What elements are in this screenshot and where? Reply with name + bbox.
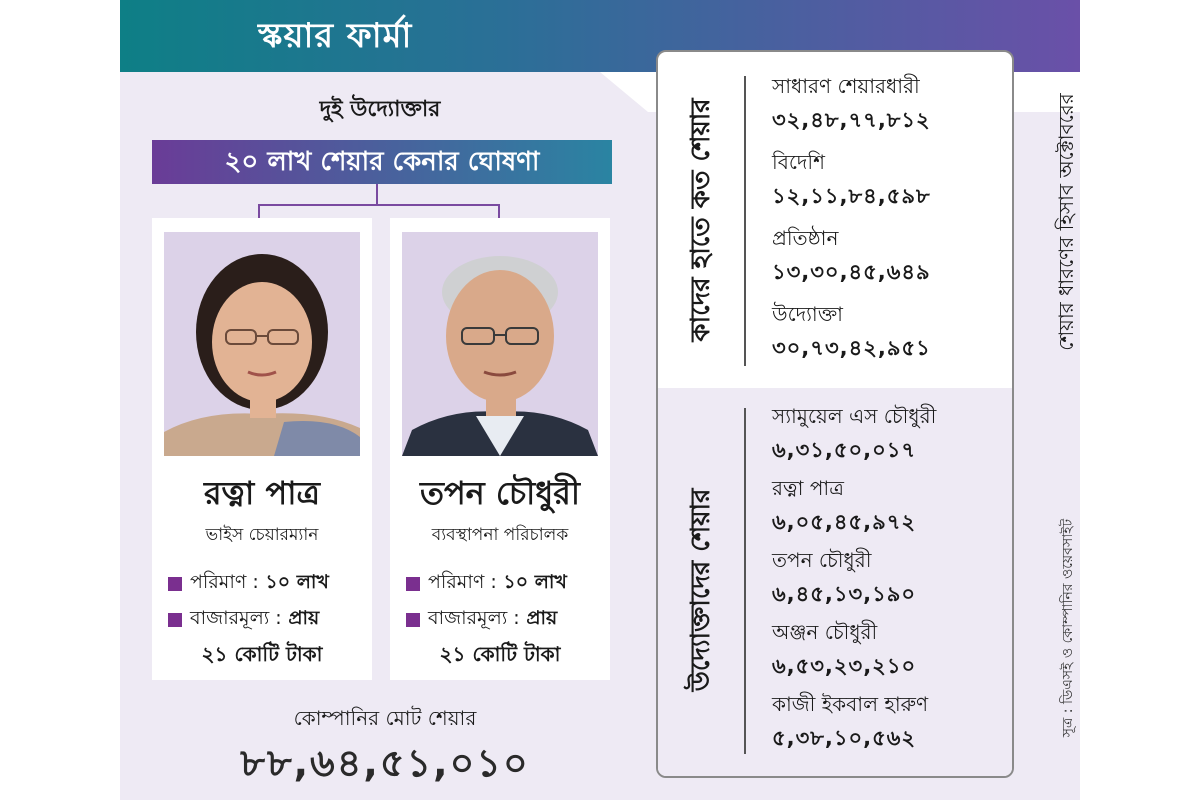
person-role: ব্যবস্থাপনা পরিচালক: [431, 525, 569, 545]
announcement-banner: ২০ লাখ শেয়ার কেনার ঘোষণা: [152, 140, 612, 184]
holder-value: ৩২,৪৮,৭৭,৮১২: [772, 108, 931, 132]
person-card-tapan: [390, 218, 610, 680]
share-breakdown-panel: [656, 50, 1014, 778]
infographic-title: স্কয়ার ফার্মা: [258, 16, 413, 56]
amount-text: ২১ কোটি টাকা: [439, 642, 561, 666]
holder-value: ১৩,৩০,৪৫,৬৪৯: [772, 260, 931, 284]
portrait-ratna-patra: [164, 232, 360, 456]
person-name: রত্না পাত্র: [203, 474, 320, 512]
sponsors-brace: [744, 408, 746, 754]
holders-brace: [744, 76, 746, 366]
side-note: শেয়ার ধারণের হিসাব অক্টোবরের: [1054, 93, 1078, 351]
total-shares-label: কোম্পানির মোট শেয়ার: [293, 706, 477, 730]
sponsor-label: স্যামুয়েল এস চৌধুরী: [772, 404, 937, 428]
market-value-row: [168, 604, 319, 636]
person-role: ভাইস চেয়ারম্যান: [205, 525, 319, 545]
connector-bar: [258, 204, 500, 206]
bullet-square-icon: [406, 577, 420, 591]
holder-label: প্রতিষ্ঠান: [772, 226, 839, 250]
market-label: বাজারমূল্য :: [190, 607, 282, 629]
holder-value: ৩০,৭৩,৪২,৯৫১: [772, 336, 931, 360]
quantity-value: ১০ লাখ: [265, 571, 329, 593]
sponsor-label: অঞ্জন চৌধুরী: [772, 620, 878, 644]
bullet-square-icon: [406, 613, 420, 627]
total-shares-value: ৮৮,৬৪,৫১,০১০: [240, 741, 530, 785]
portrait-tapan-chowdhury: [402, 232, 598, 456]
subtitle: দুই উদ্যোক্তার: [319, 97, 441, 122]
infographic: [120, 0, 1080, 800]
sponsor-label: কাজী ইকবাল হারুণ: [772, 692, 929, 716]
sponsor-value: ৬,৫৩,২৩,২১০: [772, 654, 917, 678]
holder-value: ১২,১১,৮৪,৫৯৮: [772, 184, 931, 208]
market-value: প্রায়: [526, 607, 558, 629]
connector-left: [258, 204, 260, 218]
holder-label: সাধারণ শেয়ারধারী: [772, 74, 920, 98]
quantity-row: [406, 568, 567, 600]
sponsor-value: ৬,৩১,৫০,০১৭: [772, 438, 917, 462]
person-card-ratna: [152, 218, 372, 680]
connector-stem: [376, 184, 378, 204]
source-note: সূত্র : ডিএসই ও কোম্পানির ওয়েবসাইট: [1060, 518, 1076, 738]
bullet-square-icon: [168, 577, 182, 591]
quantity-row: [168, 568, 329, 600]
holder-label: উদ্যোক্তা: [772, 302, 843, 326]
sponsor-label: রত্না পাত্র: [772, 476, 844, 500]
market-value-row: [406, 604, 557, 636]
quantity-label: পরিমাণ :: [428, 571, 497, 593]
amount-text: ২১ কোটি টাকা: [201, 642, 323, 666]
sponsor-value: ৫,৩৮,১০,৫৬২: [772, 726, 917, 750]
sponsors-heading: উদ্যোক্তাদের শেয়ার: [686, 488, 716, 692]
holder-label: বিদেশি: [772, 150, 825, 174]
person-name: তপন চৌধুরী: [419, 474, 581, 512]
bullet-square-icon: [168, 613, 182, 627]
holders-heading: কাদের হাতে কত শেয়ার: [686, 98, 716, 342]
quantity-value: ১০ লাখ: [503, 571, 567, 593]
sponsor-value: ৬,০৫,৪৫,৯৭২: [772, 510, 917, 534]
market-label: বাজারমূল্য :: [428, 607, 520, 629]
connector-right: [498, 204, 500, 218]
quantity-label: পরিমাণ :: [190, 571, 259, 593]
sponsor-label: তপন চৌধুরী: [772, 548, 872, 572]
market-value: প্রায়: [288, 607, 320, 629]
sponsor-value: ৬,৪৫,১৩,১৯০: [772, 582, 917, 606]
